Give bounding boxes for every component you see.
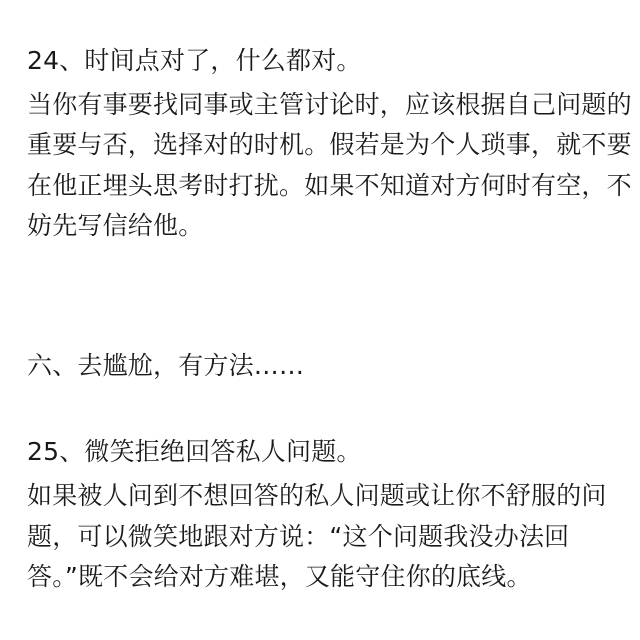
section-6-heading: 六、去尴尬，有方法…… [27, 351, 305, 380]
tip-24-body-line: 在他正埋头思考时打扰。如果不知道对方何时有空，不 [27, 171, 632, 200]
tip-25-body-line: 答。”既不会给对方难堪，又能守住你的底线。 [27, 562, 532, 591]
tip-25-body-line: 题，可以微笑地跟对方说：“这个问题我没办法回 [27, 522, 570, 551]
tip-25-body-line: 如果被人问到不想回答的私人问题或让你不舒服的问 [27, 481, 607, 510]
tip-24-body-line: 妨先写信给他。 [27, 211, 204, 240]
tip-25-heading: 25、微笑拒绝回答私人问题。 [27, 437, 362, 466]
tip-24-body-line: 重要与否，选择对的时机。假若是为个人琐事，就不要 [27, 130, 632, 159]
tip-24-body-line: 当你有事要找同事或主管讨论时，应该根据自己问题的 [27, 90, 632, 119]
tip-24-heading: 24、时间点对了，什么都对。 [27, 46, 362, 75]
